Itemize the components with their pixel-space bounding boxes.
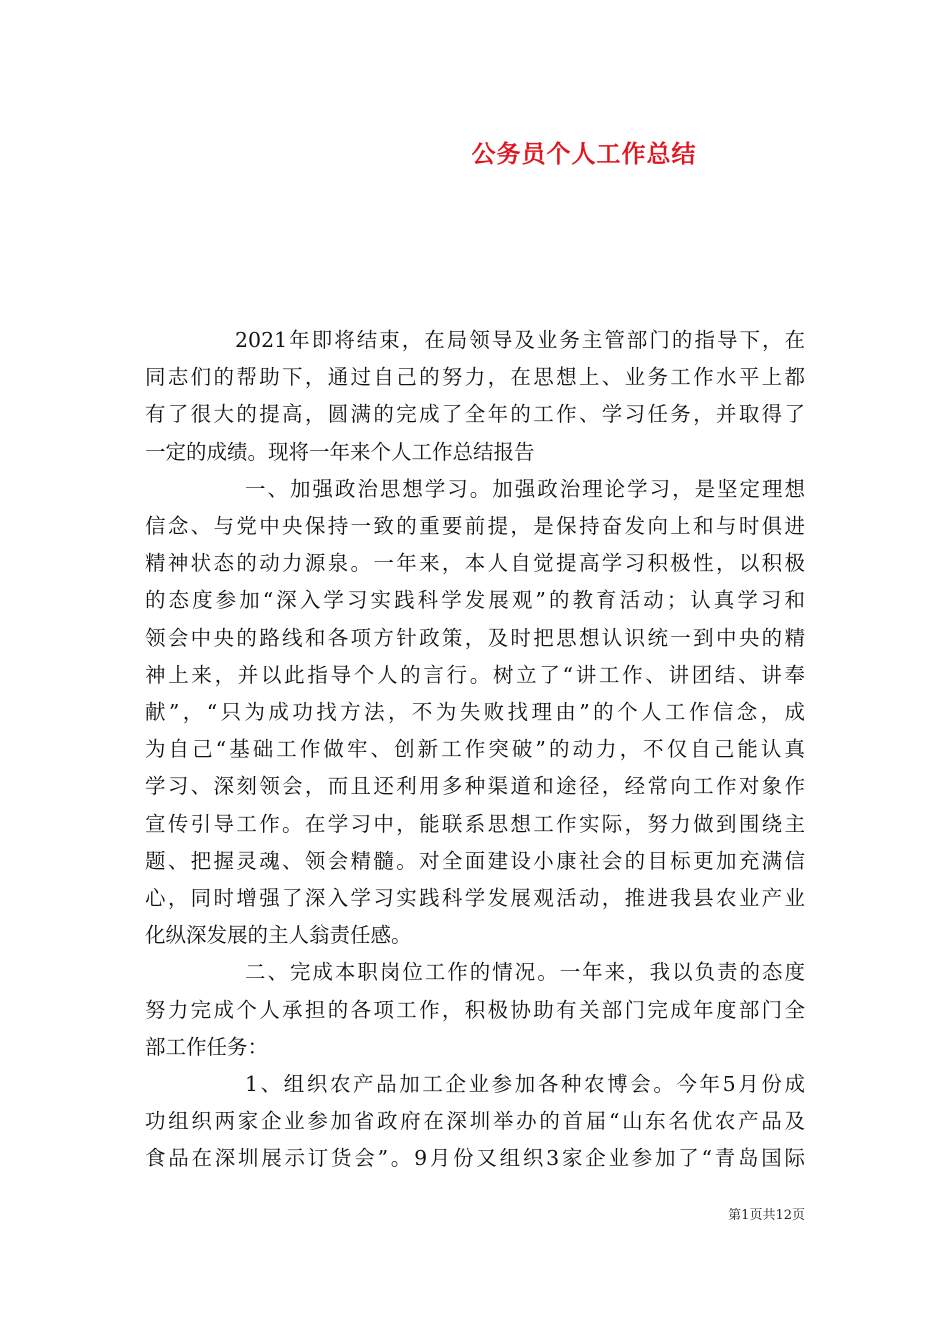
text-line: 心，同时增强了深入学习实践科学发展观活动，推进我县农业产业 [145, 886, 805, 910]
text-line: 二、完成本职岗位工作的情况。一年来，我以负责的态度 [245, 960, 805, 985]
page-footer: 第1页共12页 [728, 1208, 805, 1223]
text-line: 一定的成绩。现将一年来个人工作总结报告 [145, 439, 535, 464]
text-line: 神上来，并以此指导个人的言行。树立了“讲工作、讲团结、讲奉 [145, 662, 805, 687]
text-line: 宣传引导工作。在学习中，能联系思想工作实际，努力做到围绕主 [145, 811, 805, 836]
text-line: 学习、深刻领会，而且还利用多种渠道和途径，经常向工作对象作 [145, 774, 805, 799]
text-line: 化纵深发展的主人翁责任感。 [145, 923, 412, 948]
text-line: 为自己“基础工作做牢、创新工作突破”的动力，不仅自己能认真 [145, 737, 805, 762]
text-line: 领会中央的路线和各项方针政策，及时把思想认识统一到中央的精 [145, 625, 805, 650]
text-line: 信念、与党中央保持一致的重要前提，是保持奋发向上和与时俱进 [145, 514, 805, 538]
text-line: 功组织两家企业参加省政府在深圳举办的首届“山东名优农产品及 [145, 1109, 805, 1134]
text-line: 的态度参加“深入学习实践科学发展观”的教育活动；认真学习和 [145, 588, 805, 613]
text-line: 1、组织农产品加工企业参加各种农博会。今年5月份成 [245, 1072, 805, 1096]
document-title: 公务员个人工作总结 [471, 139, 697, 168]
text-line: 食品在深圳展示订货会”。9月份又组织3家企业参加了“青岛国际 [145, 1146, 805, 1171]
text-line: 部工作任务： [145, 1034, 268, 1059]
text-line: 有了很大的提高，圆满的完成了全年的工作、学习任务，并取得了 [145, 402, 805, 427]
text-line: 献”，“只为成功找方法，不为失败找理由”的个人工作信念，成 [145, 700, 805, 724]
text-line: 题、把握灵魂、领会精髓。对全面建设小康社会的目标更加充满信 [145, 848, 805, 873]
text-line: 努力完成个人承担的各项工作，积极协助有关部门完成年度部门全 [145, 997, 805, 1022]
text-line: 一、加强政治思想学习。加强政治理论学习，是坚定理想 [245, 476, 805, 501]
text-line: 2021年即将结束，在局领导及业务主管部门的指导下，在 [235, 328, 805, 352]
text-line: 同志们的帮助下，通过自己的努力，在思想上、业务工作水平上都 [145, 365, 805, 390]
text-line: 精神状态的动力源泉。一年来，本人自觉提高学习积极性，以积极 [145, 551, 805, 576]
